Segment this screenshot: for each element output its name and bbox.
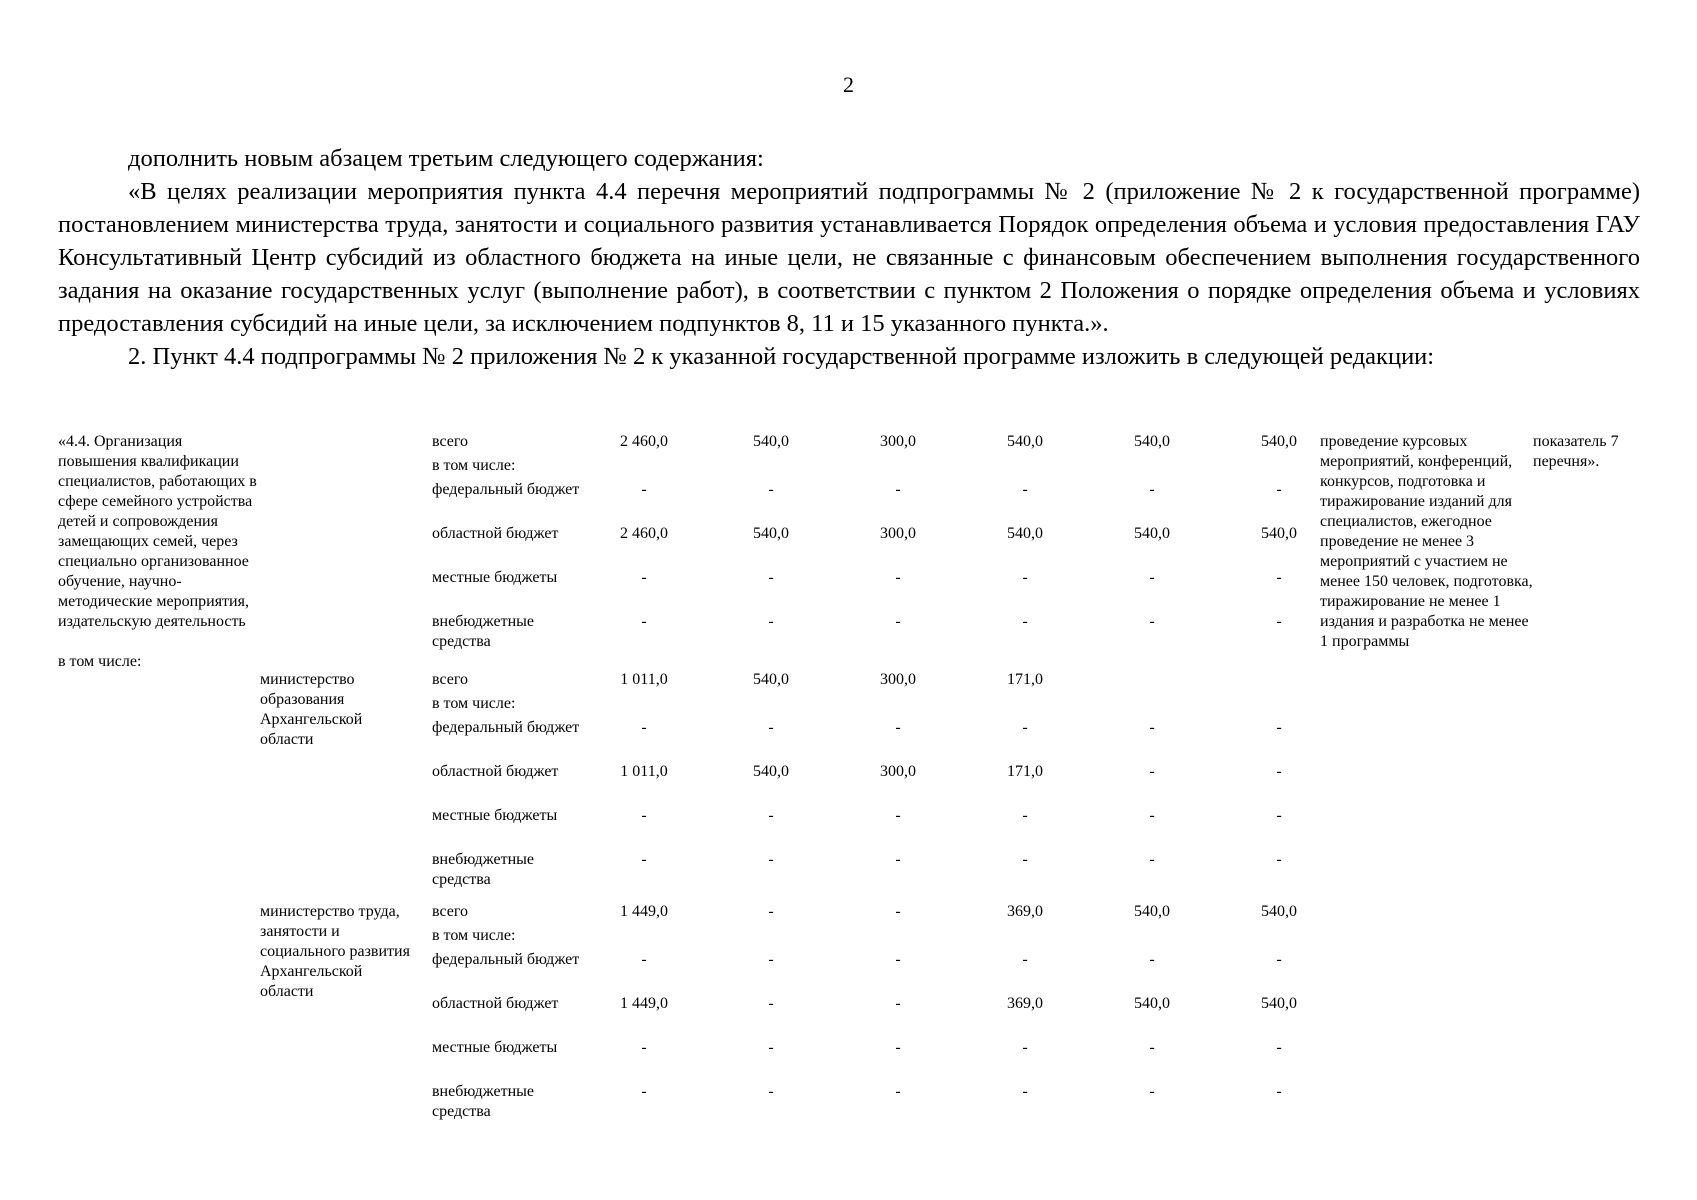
funding-value-cell: 1 011,0: [620, 671, 668, 688]
funding-value-cell: -: [895, 903, 901, 920]
funding-value-cell: -: [895, 807, 901, 824]
funding-value-cell: 1 449,0: [620, 995, 668, 1012]
funding-value-cell: -: [1276, 951, 1282, 968]
funding-value-cell: -: [768, 1083, 774, 1100]
funding-value-cell: -: [1149, 763, 1155, 780]
funding-value-cell: -: [895, 951, 901, 968]
funding-source-label: в том числе:: [432, 927, 516, 944]
funding-value-cell: 2 460,0: [620, 433, 668, 450]
funding-value-cell: 540,0: [1261, 525, 1297, 542]
funding-source-label: в том числе:: [432, 695, 516, 712]
funding-value-cell: 300,0: [880, 671, 916, 688]
funding-table: [58, 432, 1640, 1132]
funding-value-cell: 540,0: [1134, 525, 1170, 542]
funding-row: [58, 994, 1320, 1038]
funding-row: [58, 694, 1320, 718]
funding-block-org: министерство образования Архангельской области: [260, 671, 363, 748]
funding-value-cell: 540,0: [1134, 903, 1170, 920]
funding-value-cell: -: [1276, 1083, 1282, 1100]
funding-value-cell: -: [895, 481, 901, 498]
funding-value-cell: -: [1149, 851, 1155, 868]
funding-value-cell: -: [1022, 851, 1028, 868]
funding-row: [58, 850, 1320, 894]
funding-value-cell: -: [1149, 951, 1155, 968]
funding-value-cell: -: [641, 1083, 647, 1100]
funding-source-label: областной бюджет: [432, 995, 559, 1012]
funding-source-label: всего: [432, 903, 469, 920]
funding-value-cell: -: [1022, 1083, 1028, 1100]
funding-value-cell: -: [641, 613, 647, 630]
funding-value-cell: 2 460,0: [620, 525, 668, 542]
funding-source-label: внебюджетные средства: [432, 1083, 534, 1120]
funding-source-label: местные бюджеты: [432, 569, 558, 586]
funding-source-label: местные бюджеты: [432, 1039, 558, 1056]
funding-value-cell: 1 011,0: [620, 763, 668, 780]
funding-value-cell: -: [1276, 807, 1282, 824]
funding-value-cell: -: [1149, 1039, 1155, 1056]
funding-value-cell: -: [768, 951, 774, 968]
funding-source-label: федеральный бюджет: [432, 951, 580, 968]
funding-value-cell: -: [1022, 719, 1028, 736]
funding-value-cell: 1 449,0: [620, 903, 668, 920]
funding-value-cell: -: [641, 951, 647, 968]
funding-value-cell: 540,0: [1261, 903, 1297, 920]
paragraph-quote: «В целях реализации мероприятия пункта 4.4 перечня мероприятий подпрограммы № 2 (приложение № 2 к государственной программе) постановлением министерства труда, занятости и социального развития устанавливается Порядок определения объема и условия предоставления ГАУ Консультативный Центр субсидий из областного бюджета на иные цели, не связанные с финансовым обеспечением выполнения государственного задания на оказание государственных услуг (выполнение работ), в соответствии с пунктом 2 Положения о порядке определения объема и условиях предоставления субсидий на иные цели, за исключением подпунктов 8, 11 и 15 указанного пункта.».: [58, 178, 1640, 337]
funding-row: [58, 926, 1320, 950]
funding-value-cell: -: [641, 719, 647, 736]
funding-value-cell: -: [768, 995, 774, 1012]
funding-value-cell: -: [1149, 807, 1155, 824]
funding-source-label: федеральный бюджет: [432, 719, 580, 736]
funding-row: [58, 456, 1320, 480]
funding-value-cell: 540,0: [1134, 995, 1170, 1012]
funding-value-cell: -: [1276, 569, 1282, 586]
funding-value-cell: -: [895, 1039, 901, 1056]
funding-row: [58, 1038, 1320, 1082]
page-number: 2: [843, 72, 854, 97]
funding-value-cell: -: [1149, 481, 1155, 498]
funding-source-label: в том числе:: [432, 457, 516, 474]
measure-description-sub: в том числе:: [58, 653, 142, 670]
funding-value-cell: 540,0: [753, 433, 789, 450]
funding-value-cell: -: [1022, 807, 1028, 824]
funding-source-label: всего: [432, 433, 469, 450]
paragraph-intro: дополнить новым абзацем третьим следующего содержания:: [128, 145, 764, 172]
funding-row: [58, 670, 1320, 694]
funding-value-cell: -: [1276, 851, 1282, 868]
funding-block-org: министерство труда, занятости и социального развития Архангельской области: [260, 903, 410, 1000]
funding-value-cell: -: [768, 1039, 774, 1056]
funding-source-label: областной бюджет: [432, 763, 559, 780]
funding-source-label: областной бюджет: [432, 525, 559, 542]
measure-result: проведение курсовых мероприятий, конференций, конкурсов, подготовка и тиражирование изданий для специалистов, ежегодное проведение не менее 3 мероприятий с участием не менее 150 человек, подготовка, тиражирование не менее 1 издания и разработка не менее 1 программы: [1320, 433, 1533, 650]
funding-source-label: всего: [432, 671, 469, 688]
measure-description-text: «4.4. Организация повышения квалификации специалистов, работающих в сфере семейного устройства детей и сопровождения замещающих семей, через специально организованное обучение, научно-методические мероприятия, издательскую деятельность: [58, 433, 257, 630]
funding-source-label: федеральный бюджет: [432, 481, 580, 498]
funding-value-cell: -: [768, 719, 774, 736]
funding-row: [58, 762, 1320, 806]
funding-value-cell: 540,0: [1007, 525, 1043, 542]
funding-value-cell: 300,0: [880, 763, 916, 780]
funding-row: [58, 612, 1320, 656]
funding-value-cell: -: [1022, 613, 1028, 630]
funding-value-cell: 300,0: [880, 433, 916, 450]
funding-value-cell: -: [1276, 1039, 1282, 1056]
funding-value-cell: -: [895, 851, 901, 868]
funding-value-cell: -: [1022, 951, 1028, 968]
funding-value-cell: 171,0: [1007, 763, 1043, 780]
funding-value-cell: 540,0: [753, 525, 789, 542]
document-body: [58, 142, 1640, 373]
funding-value-cell: -: [768, 481, 774, 498]
funding-value-cell: 171,0: [1007, 671, 1043, 688]
funding-value-cell: -: [1149, 719, 1155, 736]
funding-value-cell: -: [895, 613, 901, 630]
funding-value-cell: -: [1276, 763, 1282, 780]
funding-source-label: внебюджетные средства: [432, 613, 534, 650]
funding-value-cell: 540,0: [1261, 433, 1297, 450]
funding-value-cell: 369,0: [1007, 903, 1043, 920]
funding-value-cell: -: [895, 1083, 901, 1100]
paragraph-item-2: 2. Пункт 4.4 подпрограммы № 2 приложения № 2 к указанной государственной программе изложить в следующей редакции:: [128, 343, 1435, 370]
funding-value-cell: -: [641, 1039, 647, 1056]
funding-value-cell: -: [895, 719, 901, 736]
funding-value-cell: -: [1022, 481, 1028, 498]
funding-value-cell: -: [1022, 1039, 1028, 1056]
funding-value-cell: -: [1276, 613, 1282, 630]
funding-value-cell: -: [1276, 719, 1282, 736]
funding-value-cell: -: [641, 481, 647, 498]
funding-value-cell: -: [895, 995, 901, 1012]
funding-value-cell: -: [895, 569, 901, 586]
funding-value-cell: -: [641, 569, 647, 586]
funding-value-cell: -: [641, 807, 647, 824]
funding-row: [58, 524, 1320, 568]
funding-value-cell: -: [768, 903, 774, 920]
funding-row: [58, 568, 1320, 612]
funding-row: [58, 718, 1320, 762]
funding-value-cell: -: [768, 569, 774, 586]
funding-value-cell: -: [768, 807, 774, 824]
funding-value-cell: -: [1149, 1083, 1155, 1100]
funding-value-cell: 540,0: [1007, 433, 1043, 450]
measure-indicator: показатель 7 перечня».: [1533, 433, 1619, 470]
funding-source-label: внебюджетные средства: [432, 851, 534, 888]
funding-value-cell: 540,0: [1261, 995, 1297, 1012]
funding-row: [58, 480, 1320, 524]
funding-value-cell: -: [768, 613, 774, 630]
funding-value-cell: 540,0: [753, 763, 789, 780]
funding-value-cell: -: [768, 851, 774, 868]
funding-source-label: местные бюджеты: [432, 807, 558, 824]
funding-value-cell: -: [1276, 481, 1282, 498]
funding-value-cell: -: [641, 851, 647, 868]
funding-row: [58, 902, 1320, 926]
funding-row: [58, 432, 1320, 456]
funding-value-cell: -: [1022, 569, 1028, 586]
funding-value-cell: -: [1149, 613, 1155, 630]
funding-row: [58, 806, 1320, 850]
funding-value-cell: -: [1149, 569, 1155, 586]
funding-row: [58, 1082, 1320, 1126]
funding-value-cell: 540,0: [753, 671, 789, 688]
funding-value-cell: 369,0: [1007, 995, 1043, 1012]
funding-row: [58, 950, 1320, 994]
funding-value-cell: 300,0: [880, 525, 916, 542]
funding-value-cell: 540,0: [1134, 433, 1170, 450]
